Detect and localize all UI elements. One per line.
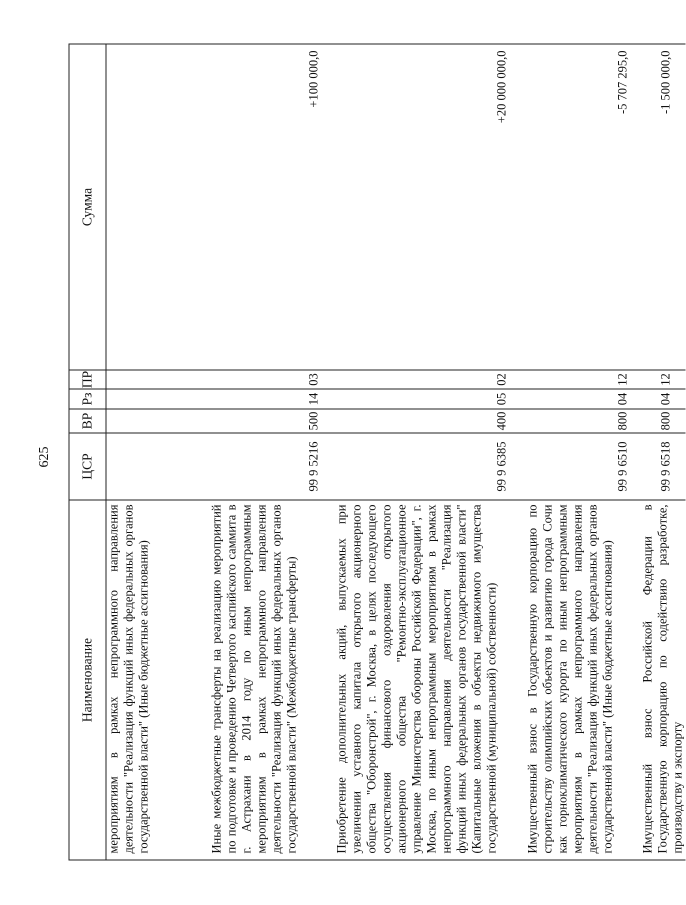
row-vr: 500 [207, 409, 332, 433]
header-csr: ЦСР [69, 433, 106, 500]
row-pr: 12 [641, 370, 686, 389]
header-rz: Рз [69, 389, 106, 409]
row-pr: 03 [207, 370, 332, 389]
row-pr: 02 [332, 370, 520, 389]
header-sum: Сумма [69, 44, 106, 370]
row-name: Имущественный взнос Российской Федерации в Государственную корпорацию по содействию разработке, производству и экспорту [641, 500, 686, 860]
row-vr: 800 [641, 409, 686, 433]
row-vr: 400 [332, 409, 520, 433]
table-row [641, 44, 686, 860]
table-header-row [69, 44, 106, 860]
table-row [332, 44, 520, 860]
row-vr [106, 409, 207, 433]
row-name: Имущественный взнос в Государственную корпорацию по строительству олимпийских объектов и развитию города Сочи как горноклиматического курорта по иным непрограммным мероприятиям в рамках непрограммного направления деятельности "Реализация функций иных федеральных органов государственной власти" (Иные бюджетные ассигнования) [520, 500, 641, 860]
row-name: Иные межбюджетные трансферты на реализацию мероприятий по подготовке и проведению Четвертого каспийского саммита в г. Астрахани в 2014 году по иным непрограммным мероприятиям в рамках непрограммного направления деятельности "Реализация функций иных федеральных органов государственной власти" (Межбюджетные трансферты) [207, 500, 332, 860]
row-sum [106, 44, 207, 370]
row-csr [106, 433, 207, 500]
table-row [207, 44, 332, 860]
table-row [106, 44, 207, 860]
row-sum: -1 500 000,0 [641, 44, 686, 370]
row-rz: 04 [520, 389, 641, 409]
row-csr: 99 9 5216 [207, 433, 332, 500]
row-pr: 12 [520, 370, 641, 389]
header-vr: ВР [69, 409, 106, 433]
row-csr: 99 9 6385 [332, 433, 520, 500]
table-row [520, 44, 641, 860]
header-name: Наименование [69, 500, 106, 860]
row-pr [106, 370, 207, 389]
row-name: Приобретение дополнительных акций, выпускаемых при увеличении уставного капитала открытого акционерного общества "Оборонстрой", г. Москва, в целях последующего осуществления финансового оздоровления открытого акционерного общества "Ремонтно-эксплуатационное управление Министерства обороны Российской Федерации", г. Москва, по иным непрограммным мероприятиям в рамках непрограммного направления деятельности "Реализация функций иных федеральных органов государственной власти" (Капитальные вложения в объекты недвижимого имущества государственной (муниципальной) собственности) [332, 500, 520, 860]
row-rz [106, 389, 207, 409]
row-sum: -5 707 295,0 [520, 44, 641, 370]
row-sum: +100 000,0 [207, 44, 332, 370]
row-sum: +20 000 000,0 [332, 44, 520, 370]
row-csr: 99 9 6518 [641, 433, 686, 500]
row-rz: 14 [207, 389, 332, 409]
row-rz: 04 [641, 389, 686, 409]
row-rz: 05 [332, 389, 520, 409]
budget-table-sheet [69, 45, 685, 861]
budget-table [69, 44, 686, 861]
row-vr: 800 [520, 409, 641, 433]
row-csr: 99 9 6510 [520, 433, 641, 500]
row-name: мероприятиям в рамках непрограммного направления деятельности "Реализация функций иных федеральных органов государственной власти" (Иные бюджетные ассигнования) [106, 500, 207, 860]
page-number: 625 [37, 446, 52, 468]
header-pr: ПР [69, 370, 106, 389]
